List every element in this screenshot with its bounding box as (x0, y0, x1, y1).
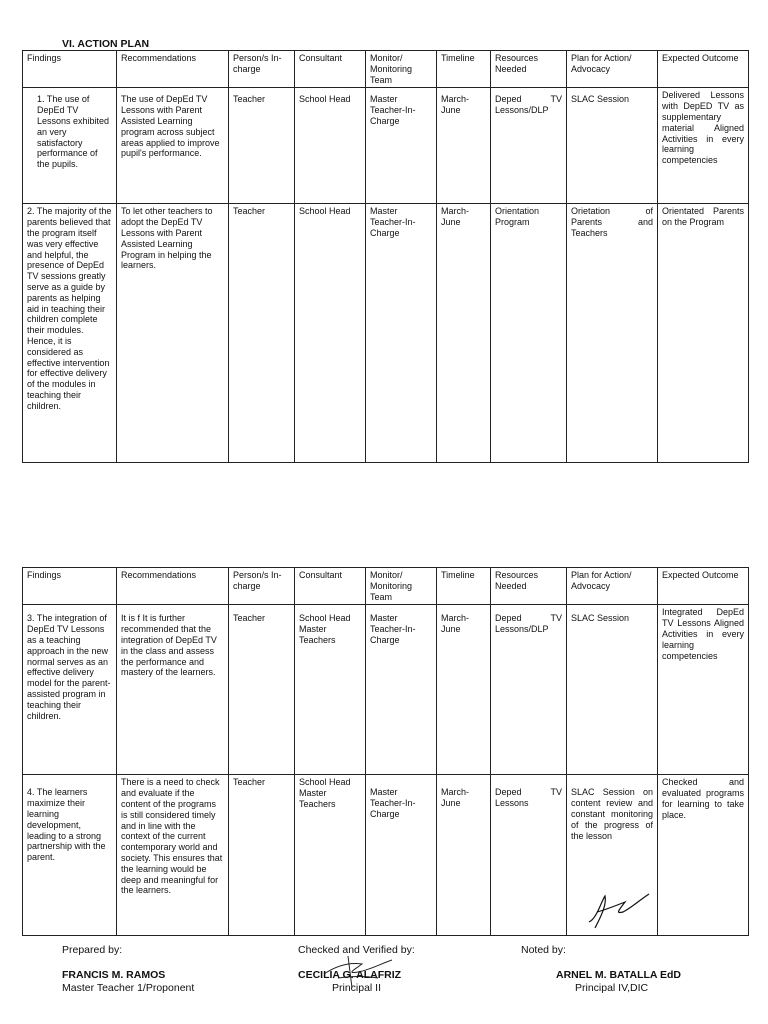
row-plan: SLAC Session (567, 605, 658, 775)
row-consultant: School Head (295, 204, 366, 463)
row-timeline: March-June (437, 775, 491, 936)
row-findings: 1. The use of DepEd TV Lessons exhibited an very satisfactory performance of the pupils. (23, 88, 117, 204)
row-plan: SLAC Session (567, 88, 658, 204)
header-expected-outcome: Expected Outcome (658, 568, 749, 605)
checked-by-name: CECILIA G. ALAFRIZ (298, 969, 402, 981)
row-recommendations: To let other teachers to adopt the DepEd TV Lessons with Parent Assisted Learning Program in helping the learners. (117, 204, 229, 463)
header-consultant: Consultant (295, 568, 366, 605)
table-row (23, 88, 749, 204)
noted-by-name: ARNEL M. BATALLA EdD (556, 969, 682, 981)
action-plan-table-2 (22, 567, 749, 936)
row-recommendations: There is a need to check and evaluate if the content of the programs is still considered timely and in line with the context of the current contemporary world and society. This ensures that the learning would be deep and meaningful for the learners. (117, 775, 229, 936)
header-findings: Findings (23, 51, 117, 88)
row-timeline: March-June (437, 204, 491, 463)
header-person-in-charge: Person/s In-charge (229, 568, 295, 605)
row-findings: 3. The integration of DepEd TV Lessons as a teaching approach in the new normal serves as an effective delivery model for the parent-assisted program in teaching their children. (23, 605, 117, 775)
noted-by-position: Principal IV,DIC (575, 982, 649, 994)
row-recommendations: The use of DepEd TV Lessons with Parent Assisted Learning program across subject areas applied to improve pupil's performance. (117, 88, 229, 204)
table-header-row (23, 51, 749, 88)
row-recommendations: It is f It is further recommended that the integration of DepEd TV in the class and assess the performance and mastery of the learners. (117, 605, 229, 775)
row-resources: Deped TV Lessons/DLP (491, 605, 567, 775)
row-consultant: School Head Master Teachers (295, 605, 366, 775)
row-person: Teacher (229, 605, 295, 775)
header-plan-for-action: Plan for Action/ Advocacy (567, 51, 658, 88)
header-person-in-charge: Person/s In-charge (229, 51, 295, 88)
section-title: VI. ACTION PLAN (62, 38, 150, 50)
row-person: Teacher (229, 88, 295, 204)
header-monitoring-team: Monitor/ Monitoring Team (366, 568, 437, 605)
checked-by-position: Principal II (332, 982, 382, 994)
row-monitor: Master Teacher-In-Charge (366, 605, 437, 775)
row-resources: Deped TV Lessons/DLP (491, 88, 567, 204)
row-person: Teacher (229, 204, 295, 463)
header-timeline: Timeline (437, 568, 491, 605)
signature-mark (585, 888, 655, 932)
checked-by-label: Checked and Verified by: (298, 944, 415, 956)
row-timeline: March-June (437, 605, 491, 775)
row-person: Teacher (229, 775, 295, 936)
header-recommendations: Recommendations (117, 51, 229, 88)
table-row (23, 204, 749, 463)
table-row (23, 605, 749, 775)
row-timeline: March-June (437, 88, 491, 204)
row-findings: 4. The learners maximize their learning development, leading to a strong partnership with the parent. (23, 775, 117, 936)
prepared-by-position: Master Teacher 1/Proponent (62, 982, 195, 994)
header-expected-outcome: Expected Outcome (658, 51, 749, 88)
row-monitor: Master Teacher-In-Charge (366, 88, 437, 204)
row-resources: Deped TV Lessons (491, 775, 567, 936)
row-plan: Orietation of Parents and Teachers (567, 204, 658, 463)
header-resources: Resources Needed (491, 51, 567, 88)
noted-by-label: Noted by: (521, 944, 566, 956)
row-findings: 2. The majority of the parents believed that the program itself was very effective and helpful, the presence of DepEd TV sessions greatly serve as a guide by parents as helping aid in teaching their children complete their modules. Hence, it is considered as effective intervention for effective delivery of the modules in teaching their children. (23, 204, 117, 463)
header-recommendations: Recommendations (117, 568, 229, 605)
row-resources: Orientation Program (491, 204, 567, 463)
row-monitor: Master Teacher-In-Charge (366, 204, 437, 463)
row-outcome: Delivered Lessons with DepED TV as supplementary material Aligned Activities in every learning competencies (658, 88, 749, 204)
header-findings: Findings (23, 568, 117, 605)
header-resources: Resources Needed (491, 568, 567, 605)
table-header-row (23, 568, 749, 605)
row-monitor: Master Teacher-In-Charge (366, 775, 437, 936)
row-outcome: Integrated DepEd TV Lessons Aligned Activities in every learning competencies (658, 605, 749, 775)
header-plan-for-action: Plan for Action/ Advocacy (567, 568, 658, 605)
header-timeline: Timeline (437, 51, 491, 88)
header-consultant: Consultant (295, 51, 366, 88)
row-consultant: School Head (295, 88, 366, 204)
prepared-by-name: FRANCIS M. RAMOS (62, 969, 166, 981)
prepared-by-label: Prepared by: (62, 944, 123, 956)
header-monitoring-team: Monitor/ Monitoring Team (366, 51, 437, 88)
row-outcome: Checked and evaluated programs for learning to take place. (658, 775, 749, 936)
row-consultant: School Head Master Teachers (295, 775, 366, 936)
row-plan: SLAC Session on content review and constant monitoring of the progress of the lesson (567, 775, 658, 936)
action-plan-table-1 (22, 50, 749, 463)
row-outcome: Orientated Parents on the Program (658, 204, 749, 463)
